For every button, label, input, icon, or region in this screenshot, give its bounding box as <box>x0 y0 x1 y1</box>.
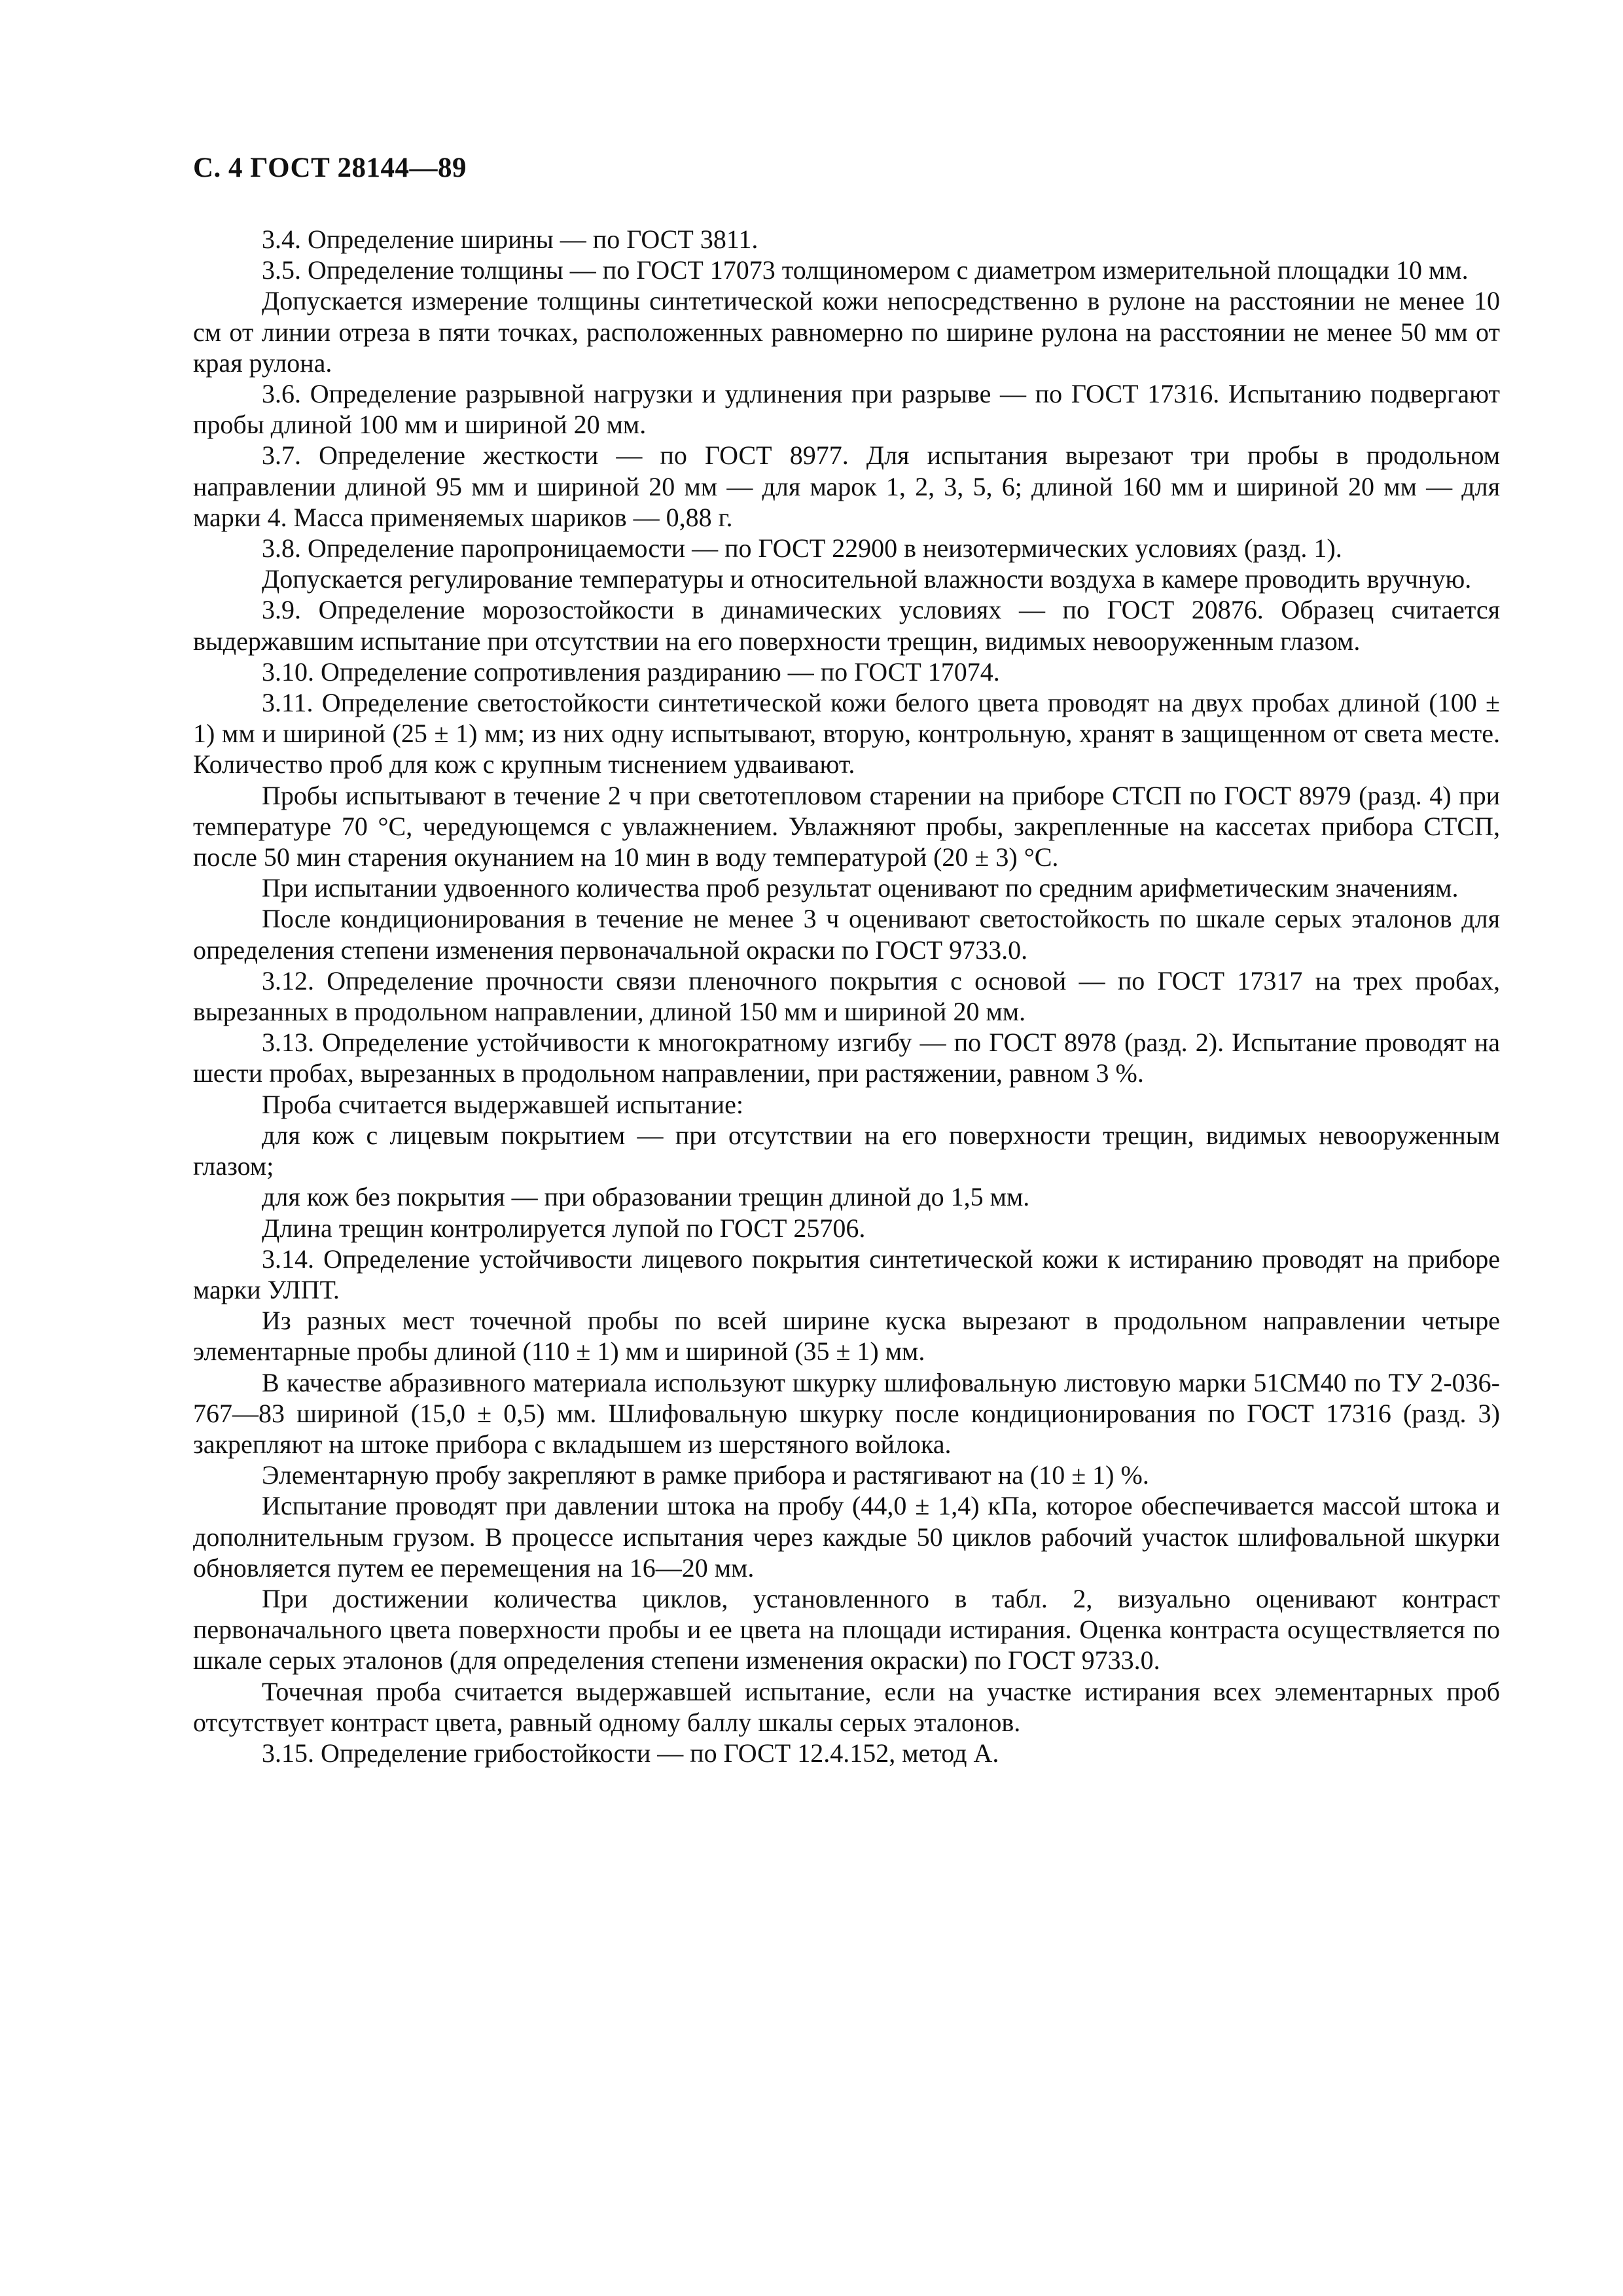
paragraph: В качестве абразивного материала используют шкурку шлифовальную листовую марки 51СМ40 по ТУ 2-036-767—83 шириной (15,0 ± 0,5) мм. Шлифовальную шкурку после кондиционирования по ГОСТ 17316 (разд. 3) закрепляют на штоке прибора с вкладышем из шерстяного войлока. <box>193 1367 1500 1459</box>
paragraph: Из разных мест точечной пробы по всей ширине куска вырезают в продольном направлении четыре элементарные пробы длиной (110 ± 1) мм и шириной (35 ± 1) мм. <box>193 1306 1500 1367</box>
paragraph: 3.12. Определение прочности связи пленочного покрытия с основой — по ГОСТ 17317 на трех пробах, вырезанных в продольном направлении, длиной 150 мм и шириной 20 мм. <box>193 965 1500 1027</box>
paragraph: 3.10. Определение сопротивления раздиранию — по ГОСТ 17074. <box>262 656 1000 687</box>
paragraph: 3.5. Определение толщины — по ГОСТ 17073 толщиномером с диаметром измерительной площадки 10 мм. <box>262 255 1469 285</box>
paragraph: 3.15. Определение грибостойкости — по ГОСТ 12.4.152, метод А. <box>262 1738 999 1768</box>
paragraph: При испытании удвоенного количества проб результат оценивают по средним арифметическим значениям. <box>262 873 1459 903</box>
paragraph: 3.6. Определение разрывной нагрузки и удлинения при разрыве — по ГОСТ 17316. Испытанию подвергают пробы длиной 100 мм и шириной 20 мм. <box>193 379 1500 440</box>
paragraph: 3.14. Определение устойчивости лицевого покрытия синтетической кожи к истиранию проводят на приборе марки УЛПТ. <box>193 1244 1500 1304</box>
paragraph: Пробы испытывают в течение 2 ч при светотепловом старении на приборе СТСП по ГОСТ 8979 (разд. 4) при температуре 70 °С, чередующемся с увлажнением. Увлажняют пробы, закрепленные на кассетах прибора СТСП, после 50 мин старения окунанием на 10 мин в воду температурой (20 ± 3) °С. <box>193 780 1500 872</box>
paragraph: После кондиционирования в течение не менее 3 ч оценивают светостойкость по шкале серых эталонов для определения степени изменения первоначальной окраски по ГОСТ 9733.0. <box>193 904 1500 965</box>
paragraph: Длина трещин контролируется лупой по ГОСТ 25706. <box>262 1213 866 1243</box>
paragraph: 3.8. Определение паропроницаемости — по ГОСТ 22900 в неизотермических условиях (разд. 1). <box>262 533 1342 564</box>
page-header: С. 4 ГОСТ 28144—89 <box>193 152 467 183</box>
paragraph: Допускается измерение толщины синтетической кожи непосредственно в рулоне на расстоянии не менее 10 см от линии отреза в пяти точках, расположенных равномерно по ширине рулона на расстоянии не менее 50 мм от края рулона. <box>193 286 1500 378</box>
paragraph: Элементарную пробу закрепляют в рамке прибора и растягивают на (10 ± 1) %. <box>262 1460 1149 1490</box>
paragraph: для кож без покрытия — при образовании трещин длиной до 1,5 мм. <box>262 1182 1030 1212</box>
paragraph: Проба считается выдержавшей испытание: <box>262 1089 744 1119</box>
paragraph: 3.9. Определение морозостойкости в динамических условиях — по ГОСТ 20876. Образец считается выдержавшим испытание при отсутствии на его поверхности трещин, видимых невооруженным глазом. <box>193 595 1500 656</box>
paragraph: Допускается регулирование температуры и относительной влажности воздуха в камере проводить вручную. <box>262 564 1472 594</box>
paragraph: для кож с лицевым покрытием — при отсутствии на его поверхности трещин, видимых невооруженным глазом; <box>193 1120 1500 1181</box>
paragraph: Точечная проба считается выдержавшей испытание, если на участке истирания всех элементарных проб отсутствует контраст цвета, равный одному баллу шкалы серых эталонов. <box>193 1676 1500 1737</box>
paragraph: 3.7. Определение жесткости — по ГОСТ 8977. Для испытания вырезают три пробы в продольном направлении длиной 95 мм и шириной 20 мм — для марок 1, 2, 3, 5, 6; длиной 160 мм и шириной 20 мм — для марки 4. Масса применяемых шариков — 0,88 г. <box>193 440 1500 532</box>
paragraph: При достижении количества циклов, установленного в табл. 2, визуально оценивают контраст первоначального цвета поверхности пробы и ее цвета на площади истирания. Оценка контраста осуществляется по шкале серых эталонов (для определения степени изменения окраски) по ГОСТ 9733.0. <box>193 1583 1500 1676</box>
paragraph: 3.4. Определение ширины — по ГОСТ 3811. <box>262 224 758 254</box>
paragraph: Испытание проводят при давлении штока на пробу (44,0 ± 1,4) кПа, которое обеспечивается массой штока и дополнительным грузом. В процессе испытания через каждые 50 циклов рабочий участок шлифовальной шкурки обновляется путем ее перемещения на 16—20 мм. <box>193 1491 1500 1583</box>
paragraph: 3.13. Определение устойчивости к многократному изгибу — по ГОСТ 8978 (разд. 2). Испытание проводят на шести пробах, вырезанных в продольном направлении, при растяжении, равном 3 %. <box>193 1028 1500 1088</box>
paragraph: 3.11. Определение светостойкости синтетической кожи белого цвета проводят на двух пробах длиной (100 ± 1) мм и шириной (25 ± 1) мм; из них одну испытывают, вторую, контрольную, хранят в защищенном от света месте. Количество проб для кож с крупным тиснением удваивают. <box>193 688 1500 780</box>
document-body <box>193 224 1500 1768</box>
